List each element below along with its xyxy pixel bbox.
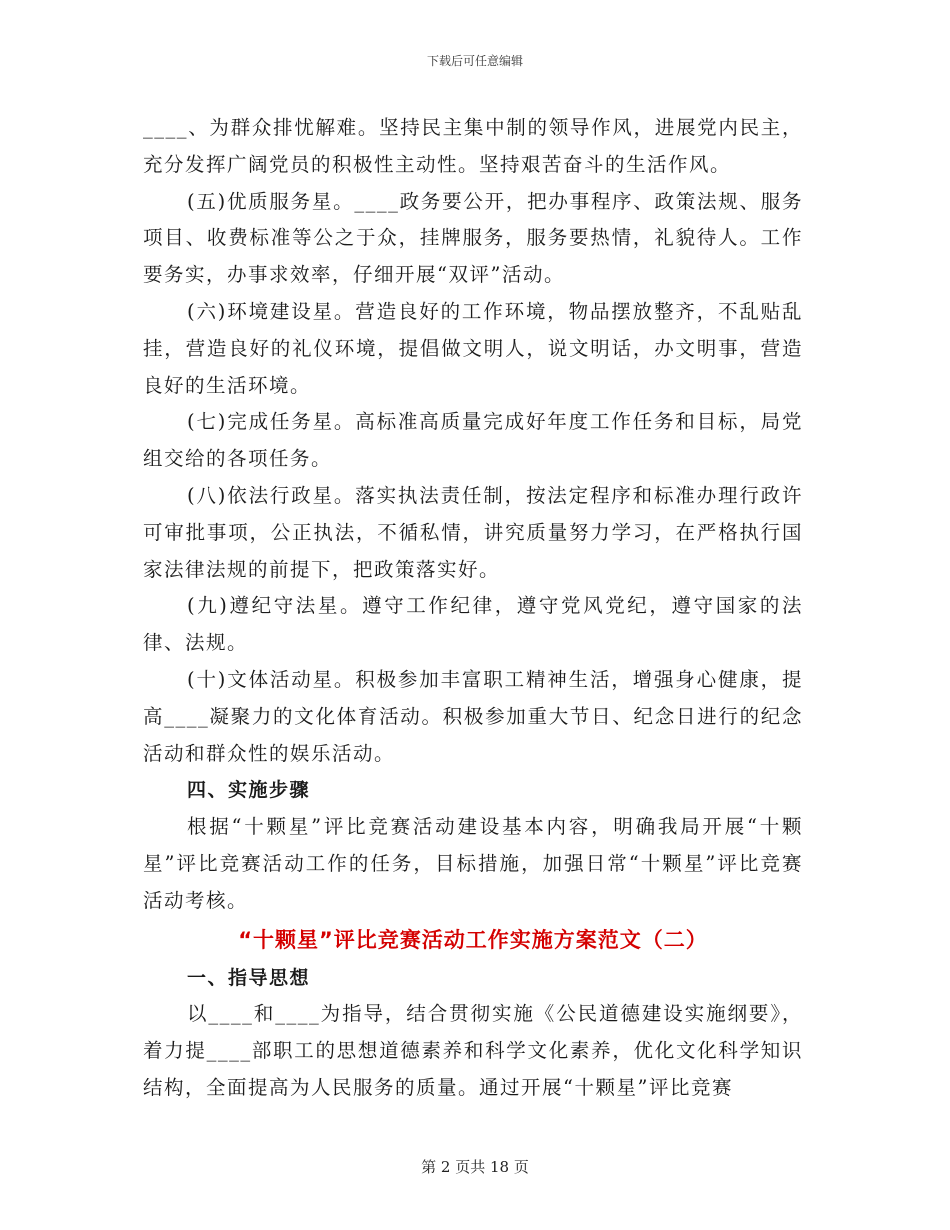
paragraph-continuation: ____、为群众排忧解难。坚持民主集中制的领导作风，进展党内民主，充分发挥广阔党员的积极性主动性。坚持艰苦奋斗的生活作风。 (143, 116, 803, 176)
paragraph-star-10: (十)文体活动星。积极参加丰富职工精神生活，增强身心健康，提高____凝聚力的文化体育活动。积极参加重大节日、纪念日进行的纪念活动和群众性的娱乐活动。 (143, 667, 803, 765)
document-title: “十颗星”评比竞赛活动工作实施方案范文（二） (238, 927, 708, 952)
paragraph-star-8: (八)依法行政星。落实执法责任制，按法定程序和标准办理行政许可审批事项，公正执法，不循私情，讲究质量努力学习，在严格执行国家法律法规的前提下，把政策落实好。 (143, 483, 803, 581)
paragraph-star-9: (九)遵纪守法星。遵守工作纪律，遵守党风党纪，遵守国家的法律、法规。 (143, 594, 803, 655)
section-heading-implementation: 四、实施步骤 (187, 779, 311, 802)
section-heading-guiding-ideology: 一、指导思想 (187, 966, 311, 989)
page-header: 下载后可任意编辑 (426, 54, 523, 68)
document-body (143, 110, 803, 1107)
paragraph-star-6: (六)环境建设星。营造良好的工作环境，物品摆放整齐，不乱贴乱挂，营造良好的礼仪环境，提倡做文明人，说文明话，办文明事，营造良好的生活环境。 (143, 299, 803, 397)
page-footer: 第 2 页共 18 页 (421, 1158, 529, 1176)
paragraph-implementation: 根据“十颗星”评比竞赛活动建设基本内容，明确我局开展“十颗星”评比竞赛活动工作的任务，目标措施，加强日常“十颗星”评比竞赛活动考核。 (143, 815, 803, 912)
paragraph-guiding-ideology: 以____和____为指导，结合贯彻实施《公民道德建设实施纲要》，着力提____部职工的思想道德素养和科学文化素养，优化文化科学知识结构，全面提高为人民服务的质量。通过开展“十颗星”评比竞赛 (143, 1002, 803, 1099)
paragraph-star-7: (七)完成任务星。高标准高质量完成好年度工作任务和目标，局党组交给的各项任务。 (143, 410, 803, 471)
paragraph-star-5: (五)优质服务星。____政务要公开，把办事程序、政策法规、服务项目、收费标准等公之于众，挂牌服务，服务要热情，礼貌待人。工作要务实，办事求效率，仔细开展“双评”活动。 (143, 189, 803, 287)
